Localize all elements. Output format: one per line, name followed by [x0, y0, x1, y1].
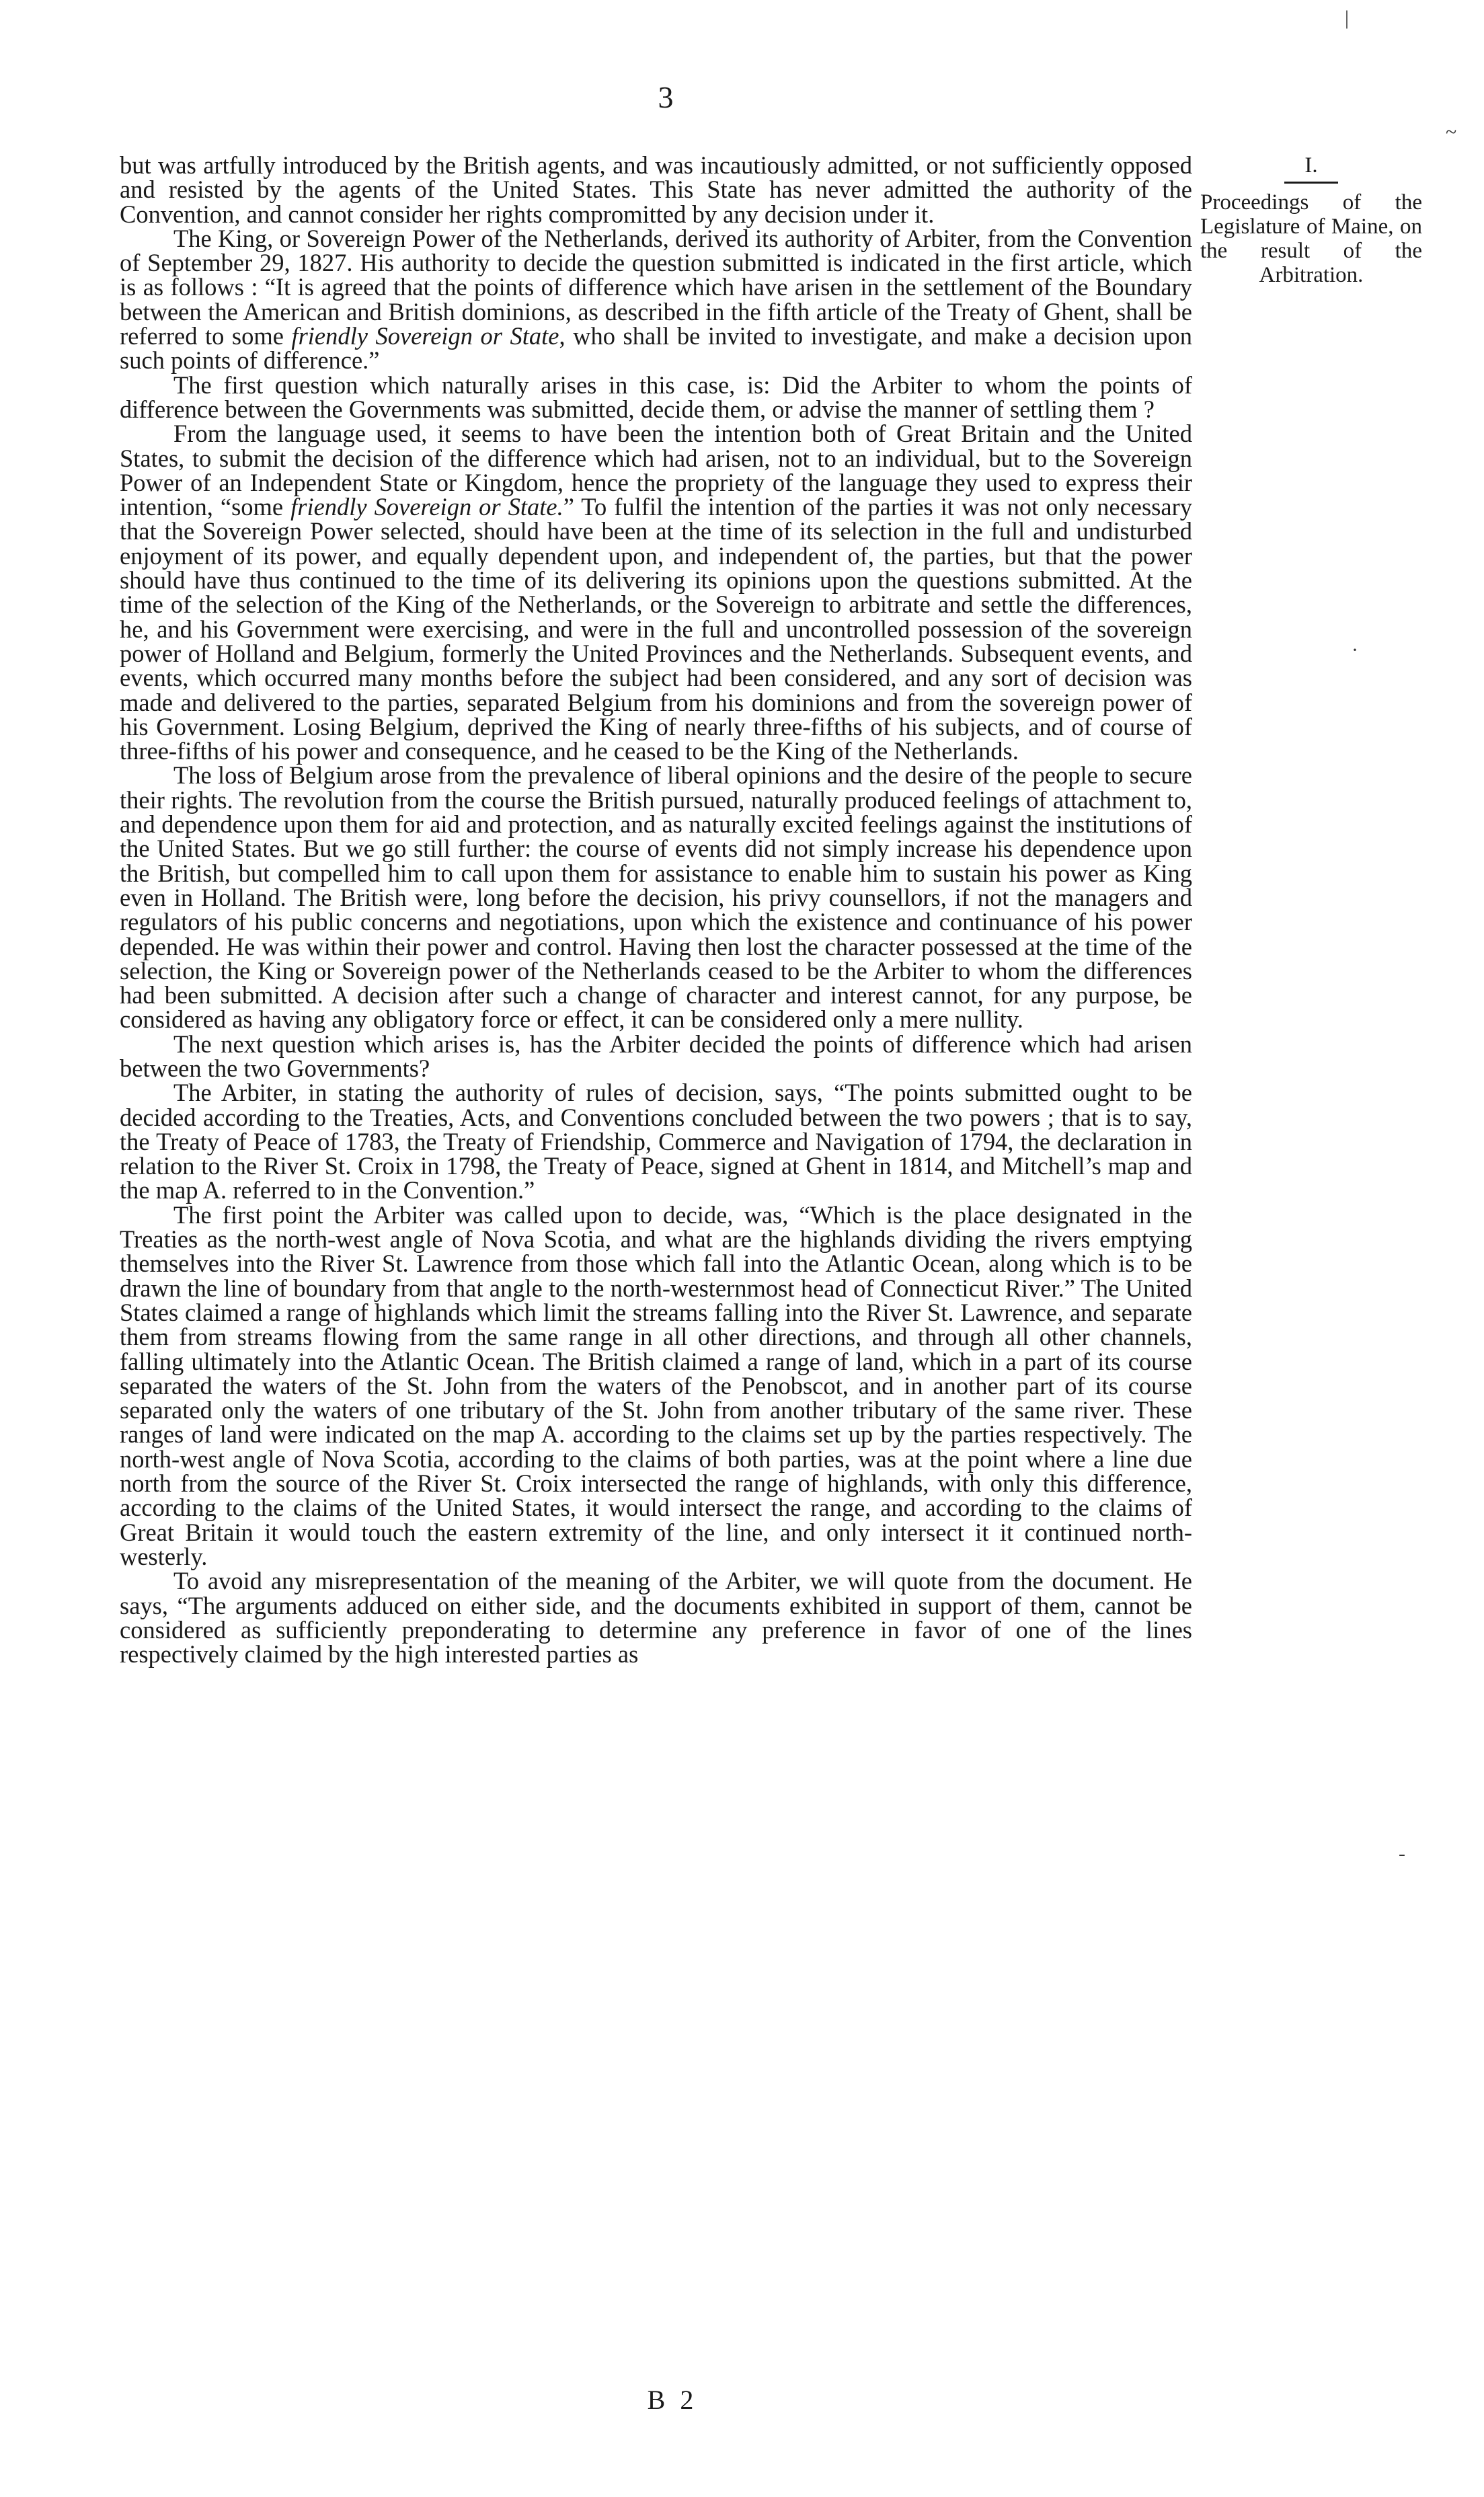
body-paragraph [120, 422, 1192, 763]
body-paragraph [120, 1200, 1192, 1570]
margin-note [1200, 153, 1422, 287]
text-run: The first question which naturally arises in this case, is: Did the Arbiter to whom the points of difference between the Governments was submitted, decide them, or advise the manner of settling them ? [120, 371, 1192, 423]
body-paragraph [120, 1032, 1192, 1081]
body-paragraph [120, 1081, 1192, 1202]
ink-speck: - [1399, 1843, 1405, 1865]
margin-note-caption: Proceedings of the Legislature of Maine, on the result of the Arbitration. [1200, 190, 1422, 287]
text-run: The King, or Sovereign Power of the Netherlands, derived its authority of Arbiter, from the Convention of September 29, 1827. His authority to decide the question submitted is indicated in the first article, which is as follows : “It is agreed that the points of difference which have arisen in the settlement of the Boundary between the American and British dominions, as described in the fifth article of the Treaty of Ghent, shall be referred to some [120, 224, 1192, 350]
margin-note-numeral: I. [1304, 153, 1318, 178]
margin-note-rule [1284, 182, 1338, 184]
text-run: The next question which arises is, has the Arbiter decided the points of difference which had arisen between the two Governments? [120, 1030, 1192, 1082]
body-paragraph [120, 224, 1192, 375]
text-run: but was artfully introduced by the British agents, and was incautiously admitted, or not sufficiently opposed and resisted by the agents of the United States. This State has never admitted the authority of the Convention, and cannot consider her rights compromitted by any decision under it. [120, 151, 1192, 228]
ink-speck: · [1352, 639, 1358, 661]
ink-speck: | [1345, 7, 1350, 29]
text-run: The first point the Arbiter was called upon to decide, was, “Which is the place designated in the Treaties as the north-west angle of Nova Scotia, and what are the highlands dividing the rivers emptying themselves into the River St. Lawrence from those which fall into the Atlantic Ocean, along which is to be drawn the line of boundary from that angle to the north-westernmost head of Connecticut River.” The United States claimed a range of highlands which limit the streams falling into the River St. Lawrence, and separate them from streams flowing from the same range in all other directions, and through all other channels, falling ultimately into the Atlantic Ocean. The British claimed a range of land, which in a part of its course separated the waters of the St. John from the waters of the Penobscot, and in another part of its course separated only the waters of one tributary of the St. John from another tributary of the same river. These ranges of land were indicated on the map A. according to the claims set up by the parties respectively. The north-west angle of Nova Scotia, according to the claims of both parties, was at the point where a line due north from the source of the River St. Croix intersected the range of highlands, with only this difference, according to the claims of the United States, it would intersect the range, and according to the claims of Great Britain it would touch the eastern extremity of the line, and only intersect it it continued north-westerly. [120, 1200, 1192, 1570]
text-run: From the language used, it seems to have been the intention both of Great Britain and the United States, to submit the decision of the difference which had arisen, not to an individual, but to the Sovereign Power of an Independent State or Kingdom, hence the propriety of the language they used to express their intention, “some [120, 420, 1192, 521]
page-number: 3 [658, 80, 674, 114]
ink-speck: ~ [1446, 121, 1457, 143]
text-run: ” To fulfil the intention of the parties it was not only necessary that the Sovereign Power selected, should have been at the time of its selection in the full and undisturbed enjoyment of its power, and equally dependent upon, and independent of, the parties, but that the power should have thus continued to the time of its delivering its opinions upon the questions submitted. At the time of the selection of the King of the Netherlands, or the Sovereign to arbitrate and settle the differences, he, and his Government were exercising, and were in the full and uncontrolled possession of the sovereign power of Holland and Belgium, formerly the United Provinces and the Netherlands. Subsequent events, and events, which occurred many months before the subject had been considered, and any sort of decision was made and delivered to the parties, separated Belgium from his dominions and from the sovereign power of his Government. Losing Belgium, deprived the King of nearly three-fifths of his subjects, and of course of three-fifths of his power and consequence, and he ceased to be the King of the Netherlands. [120, 493, 1193, 765]
text-run: The loss of Belgium arose from the prevalence of liberal opinions and the desire of the people to secure their rights. The revolution from the course the British pursued, naturally produced feelings of attachment to, and dependence upon them for aid and protection, and as naturally excited feelings against the institutions of the United States. But we go still further: the course of events did not simply increase his dependence upon the British, but compelled him to call upon them for assistance to enable him to sustain his power as King even in Holland. The British were, long before the decision, his privy counsellors, if not the managers and regulators of his public concerns and negotiations, upon which the existence and continuance of his power depended. He was within their power and control. Having then lost the character possessed at the time of the selection, the King or Sovereign power of the Netherlands ceased to be the Arbiter to whom the differences had been submitted. A decision after such a change of character and interest cannot, for any purpose, be considered as having any obligatory force or effect, it can be considered only a mere nullity. [120, 761, 1192, 1034]
signature-mark: B 2 [647, 2385, 698, 2415]
body-paragraph [120, 763, 1192, 1032]
text-run: To avoid any misrepresentation of the meaning of the Arbiter, we will quote from the document. He says, “The arguments adduced on either side, and the documents exhibited in support of them, cannot be considered as sufficiently preponderating to determine any preference in favor of one of the lines respectively claimed by the high interested parties as [120, 1567, 1192, 1668]
body-paragraph [120, 153, 1192, 227]
italic-phrase: friendly Sovereign or State. [290, 493, 563, 521]
body-paragraph [120, 373, 1192, 422]
main-text [120, 153, 1192, 1666]
text-run: , who shall be invited to investigate, and make a decision upon such points of difference.” [120, 322, 1192, 375]
italic-phrase: friendly Sovereign or State [291, 322, 559, 350]
body-paragraph [120, 1569, 1192, 1666]
text-run: The Arbiter, in stating the authority of rules of decision, says, “The points submitted ought to be decided according to the Treaties, Acts, and Conventions concluded between the two powers ; that is to say, the Treaty of Peace of 1783, the Treaty of Friendship, Commerce and Navigation of 1794, the declaration in relation to the River St. Croix in 1798, the Treaty of Peace, signed at Ghent in 1814, and Mitchell’s map and the map A. referred to in the Convention.” [120, 1079, 1192, 1204]
